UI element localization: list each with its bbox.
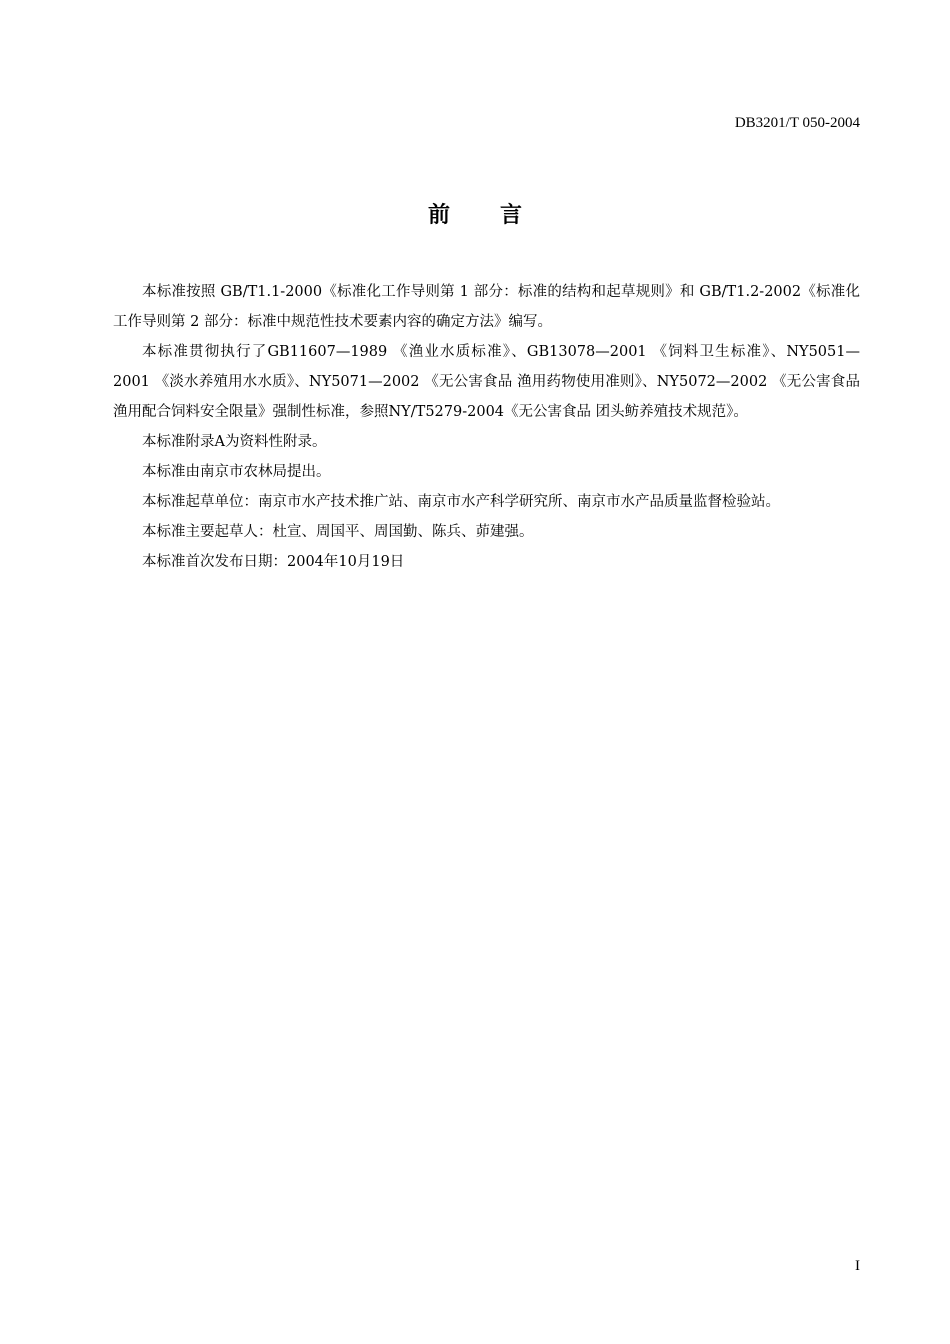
paragraph-referenced-standards: 本标准贯彻执行了GB11607—1989 《渔业水质标准》、GB13078—2001 《饲料卫生标准》、NY5051—2001 《淡水养殖用水水质》、NY5071—2002 《无公害食品 渔用药物使用准则》、NY5072—2002 《无公害食品 渔用配合饲料安全限量》强制性标准，参照NY/T5279-2004《无公害食品 团头鲂养殖技术规范》。 — [113, 344, 860, 420]
paragraph-appendix-note: 本标准附录A为资料性附录。 — [142, 434, 327, 450]
preface-body — [113, 277, 860, 577]
title-char-2: 言 — [500, 203, 523, 228]
paragraph-drafting-basis: 本标准按照 GB/T1.1-2000《标准化工作导则第 1 部分：标准的结构和起草规则》和 GB/T1.2-2002《标准化工作导则第 2 部分：标准中规范性技术要素内容的确定方法》编写。 — [113, 284, 860, 330]
page-number: I — [855, 1258, 860, 1274]
paragraph-proposer: 本标准由南京市农林局提出。 — [142, 464, 331, 480]
paragraph-release-date: 本标准首次发布日期：2004年10月19日 — [142, 554, 405, 570]
paragraph-drafters: 本标准主要起草人：杜宣、周国平、周国勤、陈兵、茆建强。 — [142, 524, 534, 540]
page-title — [0, 200, 950, 232]
paragraph-drafting-units: 本标准起草单位：南京市水产技术推广站、南京市水产科学研究所、南京市水产品质量监督检验站。 — [142, 494, 780, 510]
document-code: DB3201/T 050-2004 — [734, 115, 860, 131]
title-char-1: 前 — [427, 203, 450, 228]
